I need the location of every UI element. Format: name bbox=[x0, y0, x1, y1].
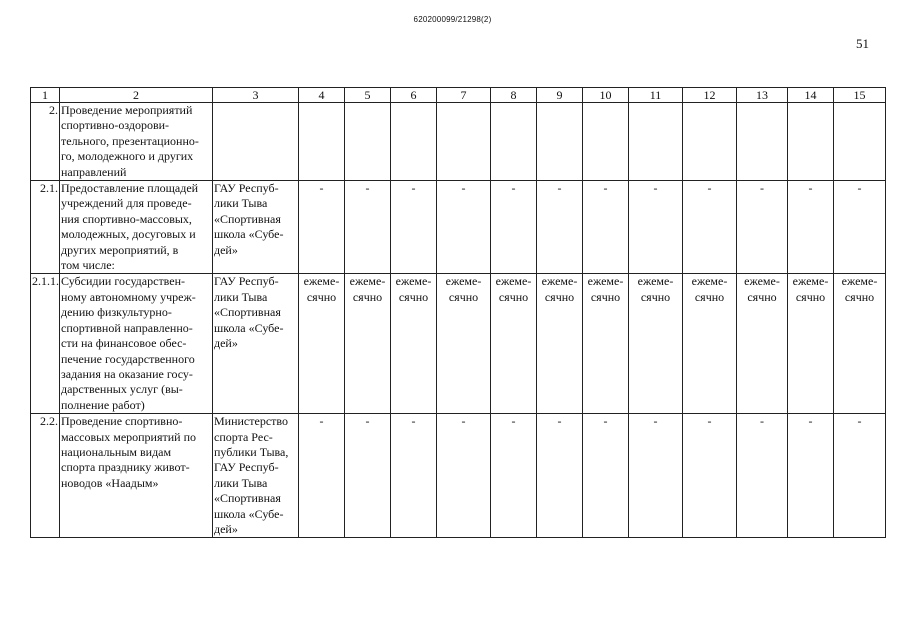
row-number: 2.2. bbox=[31, 414, 60, 538]
period-cell-12: ежеме- сячно bbox=[683, 274, 737, 414]
period-cell-15: - bbox=[834, 414, 886, 538]
period-cell-5: - bbox=[345, 181, 391, 274]
row-number: 2.1. bbox=[31, 181, 60, 274]
executor: ГАУ Респуб- лики Тыва «Спортивная школа «Субе- дей» bbox=[213, 274, 299, 414]
period-cell-7 bbox=[437, 103, 491, 181]
period-cell-10: - bbox=[583, 414, 629, 538]
column-header-7: 7 bbox=[437, 88, 491, 103]
executor bbox=[213, 103, 299, 181]
column-header-5: 5 bbox=[345, 88, 391, 103]
row-number: 2.1.1. bbox=[31, 274, 60, 414]
period-cell-8: - bbox=[491, 414, 537, 538]
period-cell-4: - bbox=[299, 181, 345, 274]
period-cell-8 bbox=[491, 103, 537, 181]
period-cell-10: - bbox=[583, 181, 629, 274]
schedule-table bbox=[30, 87, 886, 538]
column-header-14: 14 bbox=[788, 88, 834, 103]
period-cell-4: ежеме- сячно bbox=[299, 274, 345, 414]
period-cell-12 bbox=[683, 103, 737, 181]
period-cell-13: ежеме- сячно bbox=[737, 274, 788, 414]
page-number: 51 bbox=[856, 36, 869, 51]
period-cell-11 bbox=[629, 103, 683, 181]
executor: Министерство спорта Рес- публики Тыва, ГАУ Респуб- лики Тыва «Спортивная школа «Субе- дей» bbox=[213, 414, 299, 538]
column-header-12: 12 bbox=[683, 88, 737, 103]
event-name: Предоставление площадей учреждений для проведе- ния спортивно-массовых, молодежных, досуговых и других мероприятий, в том числе: bbox=[60, 181, 213, 274]
period-cell-12: - bbox=[683, 414, 737, 538]
column-header-8: 8 bbox=[491, 88, 537, 103]
column-header-6: 6 bbox=[391, 88, 437, 103]
period-cell-14 bbox=[788, 103, 834, 181]
row-number: 2. bbox=[31, 103, 60, 181]
period-cell-10: ежеме- сячно bbox=[583, 274, 629, 414]
period-cell-14: - bbox=[788, 181, 834, 274]
document-id: 620200099/21298(2) bbox=[413, 15, 492, 24]
table-row bbox=[31, 181, 886, 274]
period-cell-4: - bbox=[299, 414, 345, 538]
period-cell-6: ежеме- сячно bbox=[391, 274, 437, 414]
period-cell-5: ежеме- сячно bbox=[345, 274, 391, 414]
column-header-15: 15 bbox=[834, 88, 886, 103]
period-cell-9: ежеме- сячно bbox=[537, 274, 583, 414]
column-header-4: 4 bbox=[299, 88, 345, 103]
column-header-1: 1 bbox=[31, 88, 60, 103]
executor: ГАУ Респуб- лики Тыва «Спортивная школа «Субе- дей» bbox=[213, 181, 299, 274]
period-cell-11: ежеме- сячно bbox=[629, 274, 683, 414]
column-header-9: 9 bbox=[537, 88, 583, 103]
period-cell-5: - bbox=[345, 414, 391, 538]
period-cell-7: - bbox=[437, 414, 491, 538]
table-row bbox=[31, 414, 886, 538]
table-row bbox=[31, 274, 886, 414]
period-cell-11: - bbox=[629, 181, 683, 274]
period-cell-13: - bbox=[737, 414, 788, 538]
event-name: Проведение спортивно- массовых мероприятий по национальным видам спорта празднику живот- новодов «Наадым» bbox=[60, 414, 213, 538]
period-cell-6: - bbox=[391, 414, 437, 538]
period-cell-14: - bbox=[788, 414, 834, 538]
period-cell-7: - bbox=[437, 181, 491, 274]
period-cell-11: - bbox=[629, 414, 683, 538]
period-cell-15 bbox=[834, 103, 886, 181]
period-cell-9: - bbox=[537, 414, 583, 538]
event-name: Субсидии государствен- ному автономному учреж- дению физкультурно- спортивной направленно- сти на финансовое обес- печение государственного задания на оказание госу- дарственных услуг (вы- полнение работ) bbox=[60, 274, 213, 414]
column-header-13: 13 bbox=[737, 88, 788, 103]
period-cell-6 bbox=[391, 103, 437, 181]
period-cell-5 bbox=[345, 103, 391, 181]
period-cell-4 bbox=[299, 103, 345, 181]
period-cell-15: ежеме- сячно bbox=[834, 274, 886, 414]
period-cell-10 bbox=[583, 103, 629, 181]
period-cell-8: ежеме- сячно bbox=[491, 274, 537, 414]
period-cell-13: - bbox=[737, 181, 788, 274]
column-header-10: 10 bbox=[583, 88, 629, 103]
period-cell-12: - bbox=[683, 181, 737, 274]
table-row bbox=[31, 103, 886, 181]
period-cell-9: - bbox=[537, 181, 583, 274]
period-cell-15: - bbox=[834, 181, 886, 274]
period-cell-8: - bbox=[491, 181, 537, 274]
period-cell-9 bbox=[537, 103, 583, 181]
period-cell-14: ежеме- сячно bbox=[788, 274, 834, 414]
column-header-2: 2 bbox=[60, 88, 213, 103]
column-header-3: 3 bbox=[213, 88, 299, 103]
period-cell-7: ежеме- сячно bbox=[437, 274, 491, 414]
column-header-row bbox=[31, 88, 886, 103]
event-name: Проведение мероприятий спортивно-оздорови- тельного, презентационно- го, молодежного и других направлений bbox=[60, 103, 213, 181]
period-cell-13 bbox=[737, 103, 788, 181]
period-cell-6: - bbox=[391, 181, 437, 274]
column-header-11: 11 bbox=[629, 88, 683, 103]
